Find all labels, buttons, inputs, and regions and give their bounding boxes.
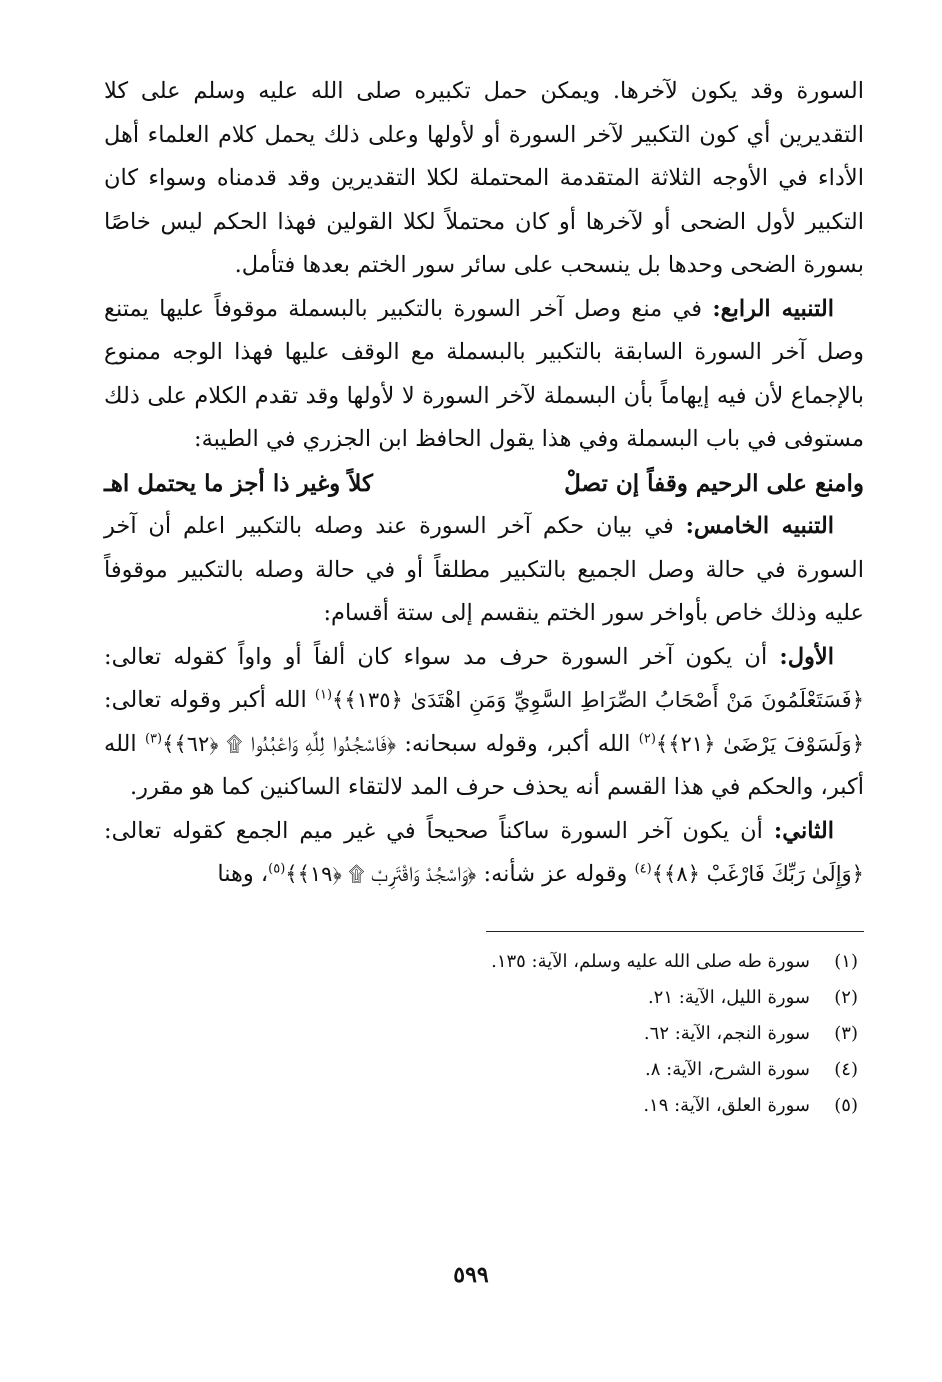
paragraph-1	[104, 70, 864, 288]
page-number: ٥٩٩	[453, 1262, 489, 1288]
verse-second-hemistich: كلاً وغير ذا أجز ما يحتمل اهـ	[104, 469, 373, 497]
fifth-note-heading: التنبيه الخامس:	[685, 513, 834, 539]
footnote-item	[104, 980, 858, 1016]
quran-verse-2: ﴿وَلَسَوْفَ يَرْضَىٰ ﴿٢١﴾﴾	[655, 731, 865, 756]
fourth-note-text: في منع وصل آخر السورة بالتكبير بالبسملة موقوفاً عليها يمتنع وصل آخر السورة السابقة بالتكبير بالبسملة مع الوقف عليها فهذا الوجه ممنوع بالإجماع لأن فيه إيهاماً بأن البسملة لآخر السورة لا لأولها وقد تقدم الكلام على ذلك مستوفى في باب البسملة وفي هذا يقول الحافظ ابن الجزري في الطيبة:	[104, 295, 864, 452]
footnote-number: (٤)	[834, 1058, 858, 1080]
footnotes-list	[104, 944, 864, 1124]
fourth-note-heading: التنبيه الرابع:	[712, 295, 834, 322]
verse-first-hemistich: وامنع على الرحيم وقفاً إن تصلْ	[564, 469, 864, 497]
quran-verse-5: ﴿وَاسْجُدْ وَاقْتَرِبْ ۩ ﴿١٩﴾﴾	[285, 862, 477, 886]
second-type-heading: الثاني:	[773, 817, 834, 844]
footnote-number: (٣)	[834, 1022, 858, 1044]
footnote-ref-4: (٤)	[634, 861, 652, 877]
fifth-note-text: في بيان حكم آخر السورة عند وصله بالتكبير اعلم أن آخر السورة في حالة وصل الجميع بالتكبير مطلقاً أو في حالة وصله بالتكبير موقوفاً عليه وذلك خاص بأواخر سور الختم ينقسم إلى ستة أقسام:	[104, 513, 864, 626]
footnote-item	[104, 1016, 858, 1052]
second-type-text-1: أن يكون آخر السورة ساكناً صحيحاً في غير ميم الجمع كقوله تعالى:	[104, 817, 774, 844]
footnote-divider	[486, 931, 864, 932]
first-type-text-2: الله أكبر وقوله تعالى:	[104, 687, 315, 713]
footnote-text: سورة العلق، الآية: ١٩.	[643, 1094, 810, 1116]
paragraph-fifth-note	[104, 505, 864, 636]
first-type-text-4: الله أكبر، والحكم في هذا القسم أنه يحذف حرف المد لالتقاء الساكنين كما هو مقرر.	[104, 730, 864, 800]
footnote-item	[104, 1052, 858, 1088]
quran-verse-4: ﴿وَإِلَىٰ رَبِّكَ فَارْغَبْ ﴿٨﴾﴾	[651, 862, 864, 886]
footnote-text: سورة النجم، الآية: ٦٢.	[643, 1022, 810, 1044]
footnote-item	[104, 944, 858, 980]
first-type-heading: الأول:	[779, 643, 834, 670]
main-text	[104, 70, 864, 897]
quran-verse-1: ﴿فَسَتَعْلَمُونَ مَنْ أَصْحَابُ الصِّرَاطِ السَّوِيِّ وَمَنِ اهْتَدَىٰ ﴿١٣٥﴾﴾	[332, 688, 865, 712]
footnote-ref-5: (٥)	[268, 861, 286, 877]
footnote-ref-3: (٣)	[144, 731, 163, 746]
footnote-number: (١)	[834, 950, 858, 972]
footnote-ref-1: (١)	[314, 687, 333, 703]
second-type-text-3: ، وهنا	[217, 861, 269, 887]
paragraph-second-type	[104, 810, 864, 897]
poetry-verse	[104, 462, 864, 506]
footnote-item	[104, 1088, 858, 1124]
first-type-text-3: الله أكبر، وقوله سبحانه:	[396, 730, 639, 757]
footnote-text: سورة الليل، الآية: ٢١.	[647, 986, 810, 1008]
footnote-number: (٢)	[834, 986, 858, 1008]
footnote-text: سورة الشرح، الآية: ٨.	[645, 1058, 810, 1080]
footnote-number: (٥)	[834, 1094, 858, 1116]
footnote-ref-2: (٢)	[638, 731, 656, 746]
paragraph-fourth-note	[104, 288, 864, 462]
footnote-text: سورة طه صلى الله عليه وسلم، الآية: ١٣٥.	[491, 950, 810, 972]
first-type-text-1: أن يكون آخر السورة حرف مد سواء كان ألفاً أو واواً كقوله تعالى:	[104, 643, 780, 670]
paragraph-first-type	[104, 636, 864, 810]
paragraph-1-text: السورة وقد يكون لآخرها. ويمكن حمل تكبيره صلى الله عليه وسلم على كلا التقديرين أي كون التكبير لآخر السورة أو لأولها وعلى ذلك يحمل كلام العلماء أهل الأداء في الأوجه الثلاثة المتقدمة المحتملة لكلا التقديرين وقد قدمناه وسواء كان التكبير لأول الضحى أو لآخرها أو كان محتملاً لكلا القولين فهذا الحكم ليس خاصًا بسورة الضحى وحدها بل ينسحب على سائر سور الختم بعدها فتأمل.	[104, 78, 864, 278]
quran-verse-3: ﴿فَاسْجُدُوا لِلَّهِ وَاعْبُدُوا ۩ ﴿٦٢﴾﴾	[162, 731, 397, 756]
second-type-text-2: وقوله عز شأنه:	[476, 861, 635, 887]
